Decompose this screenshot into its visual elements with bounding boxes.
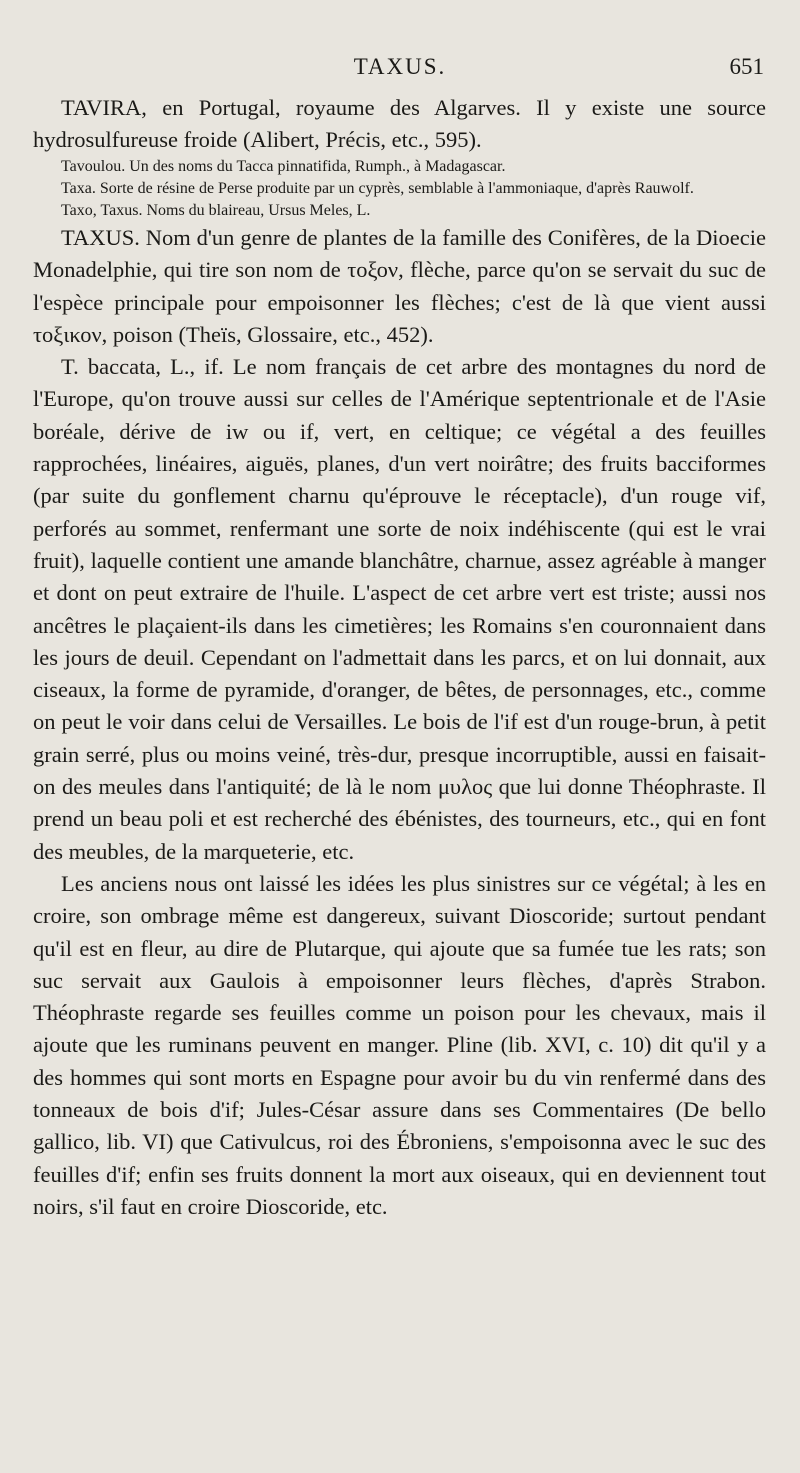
running-head <box>0 54 800 94</box>
page-body <box>33 92 766 1223</box>
entry-taxus: TAXUS. Nom d'un genre de plantes de la famille des Conifères, de la Dioecie Monadelphie, qui tire son nom de τοξον, flèche, parce qu'on se servait du suc de l'espèce principale pour empoisonner les flèches; c'est de là que vient aussi τοξικον, poison (Theïs, Glossaire, etc., 452). <box>33 225 766 347</box>
entry-taxa: Taxa. Sorte de résine de Perse produite par un cyprès, semblable à l'ammoniaque, d'après Rauwolf. <box>61 180 694 197</box>
paragraph-baccata: T. baccata, L., if. Le nom français de cet arbre des montagnes du nord de l'Europe, qu'on trouve aussi sur celles de l'Amérique septentrionale et de l'Asie boréale, dérive de iw ou if, vert, en celtique; ce végétal a des feuilles rapprochées, linéaires, aiguës, planes, d'un vert noirâtre; des fruits bacciformes (par suite du gonflement charnu qu'éprouve le réceptacle), d'un rouge vif, perforés au sommet, renfermant une sorte de noix indéhiscente (qui est le vrai fruit), laquelle contient une amande blanchâtre, charnue, assez agréable à manger et dont on peut extraire de l'huile. L'aspect de cet arbre vert est triste; aussi nos ancêtres le plaçaient-ils dans les cimetières; les Romains s'en couronnaient dans les jours de deuil. Cependant on l'admettait dans les parcs, et on lui donnait, aux ciseaux, la forme de pyramide, d'oranger, de bêtes, de personnages, etc., comme on peut le voir dans celui de Versailles. Le bois de l'if est d'un rouge-brun, à petit grain serré, plus ou moins veiné, très-dur, presque incorruptible, aussi en faisait-on des meules dans l'antiquité; de là le nom μυλος que lui donne Théophraste. Il prend un beau poli et est recherché des ébénistes, des tourneurs, etc., qui en font des meubles, de la marqueterie, etc. <box>33 354 766 864</box>
page-number: 651 <box>729 54 764 79</box>
entry-tavoulou: Tavoulou. Un des noms du Tacca pinnatifida, Rumph., à Madagascar. <box>61 158 506 175</box>
running-title: TAXUS. <box>353 54 447 79</box>
entry-tavira: TAVIRA, en Portugal, royaume des Algarves. Il y existe une source hydrosulfureuse froide (Alibert, Précis, etc., 595). <box>33 95 766 152</box>
paragraph-anciens: Les anciens nous ont laissé les idées les plus sinistres sur ce végétal; à les en croire, son ombrage même est dangereux, suivant Dioscoride; surtout pendant qu'il est en fleur, au dire de Plutarque, qui ajoute que sa fumée tue les rats; son suc servait aux Gaulois à empoisonner leurs flèches, d'après Strabon. Théophraste regarde ses feuilles comme un poison pour les chevaux, mais il ajoute que les ruminans peuvent en manger. Pline (lib. XVI, c. 10) dit qu'il y a des hommes qui sont morts en Espagne pour avoir bu du vin renfermé dans des tonneaux de bois d'if; Jules-César assure dans ses Commentaires (De bello gallico, lib. VI) que Cativulcus, roi des Ébroniens, s'empoisonna avec le suc des feuilles d'if; enfin ses fruits donnent la mort aux oiseaux, qui en deviennent tout noirs, s'il faut en croire Dioscoride, etc. <box>33 870 766 1219</box>
entry-taxo: Taxo, Taxus. Noms du blaireau, Ursus Meles, L. <box>61 202 371 219</box>
